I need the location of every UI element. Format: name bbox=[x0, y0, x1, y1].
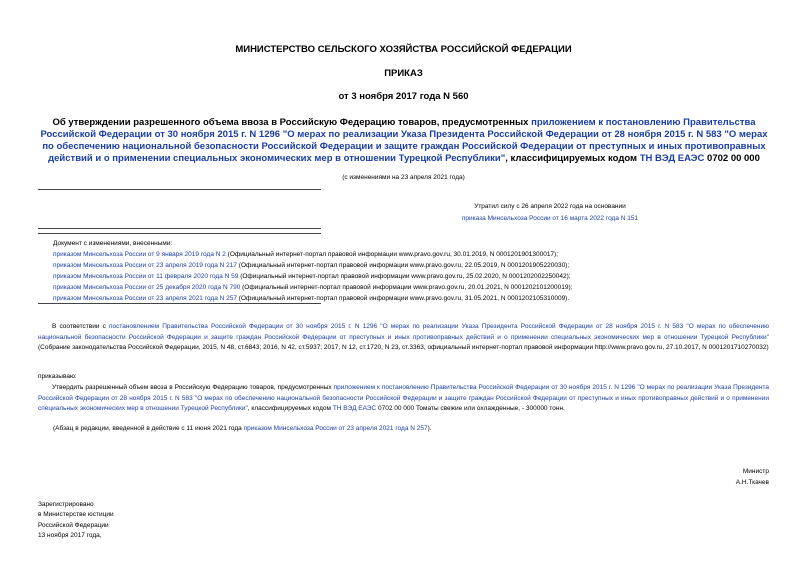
edition-note bbox=[53, 425, 432, 432]
preamble-paragraph bbox=[38, 322, 769, 354]
registration-line: Российской Федерации bbox=[38, 521, 109, 529]
changes-item bbox=[53, 249, 773, 260]
order-paragraph bbox=[38, 383, 769, 415]
title-text-3: 0702 00 000 bbox=[704, 153, 760, 164]
order-link-decree[interactable]: приложением к постановлению Правительства Российской Федерации от 30 ноября 2015 г. N 1296 "О мерах по реализации Указа Президента Российской Федерации от 28 ноября 2015 г. N 583 "О мерах по обеспечению национальной безопасности Российской Федерации и защите граждан Российской Федерации от преступных и иных противоправных действий и о применении специальных экономических мер в отношении Турецкой Республики" bbox=[38, 384, 770, 413]
title-text-2: , классифицируемых кодом bbox=[505, 153, 640, 164]
change-text: (Официальный интернет-портал правовой информации www.pravo.gov.ru, 22.05.2019, N 0001201905220030); bbox=[237, 262, 570, 270]
registration-line: Зарегистрировано bbox=[38, 501, 94, 508]
change-link[interactable]: приказом Минсельхоза России от 11 февраля 2020 года N 59 bbox=[53, 273, 239, 281]
change-text: (Официальный интернет-портал правовой информации www.pravo.gov.ru, 30.01.2019, N 0001201901300017); bbox=[225, 251, 559, 259]
document-title bbox=[40, 117, 768, 165]
divider bbox=[38, 228, 321, 229]
changes-item bbox=[53, 282, 773, 293]
change-link[interactable]: приказом Минсельхоза России от 25 декабря 2020 года N 790 bbox=[53, 284, 241, 292]
title-text-1: Об утверждении разрешенного объема ввоза в Российскую Федерацию товаров, предусмотренных bbox=[52, 117, 532, 128]
registration-line: 13 ноября 2017 года, bbox=[38, 531, 102, 539]
lost-force-link[interactable]: приказа Минсельхоза России от 16 марта 2022 года N 151 bbox=[461, 215, 639, 222]
divider bbox=[38, 303, 321, 304]
document-date-number: от 3 ноября 2017 года N 560 bbox=[338, 91, 469, 102]
signature-name: А.Н.Ткачев bbox=[735, 479, 769, 486]
changes-item bbox=[53, 260, 773, 271]
registration-line: в Министерстве юстиции bbox=[38, 511, 114, 519]
change-link[interactable]: приказом Минсельхоза России от 23 апреля 2021 года N 257 bbox=[53, 295, 237, 303]
edition-text-1: (Абзац в редакции, введенной в действие с 11 июня 2021 года bbox=[53, 425, 244, 432]
divider bbox=[38, 189, 321, 190]
amendment-note: (с изменениями на 23 апреля 2021 года) bbox=[342, 174, 465, 181]
title-link-decree[interactable]: приложением к постановлению Правительства Российской Федерации от 30 ноября 2015 г. N 1296 "О мерах по реализации Указа Президента Российской Федерации от 28 ноября 2015 г. N 583 "О мерах по обеспечению национальной безопасности Российской Федерации и защите граждан Российской Федерации от преступных и иных противоправных действий и о применении специальных экономических мер в отношении Турецкой Республики" bbox=[40, 117, 768, 164]
order-text-2: , классифицируемых кодом bbox=[247, 405, 333, 413]
change-link[interactable]: приказом Минсельхоза России от 9 января 2019 года N 2 bbox=[53, 251, 226, 259]
signature-block bbox=[736, 466, 769, 488]
change-text: (Официальный интернет-портал правовой информации www.pravo.gov.ru, 31.05.2021, N 0001202105310009). bbox=[237, 295, 570, 303]
preamble-text-2: (Собрание законодательства Российской Федерации, 2015, N 48, ст.6843; 2016, N 42, ст.5937; 2017, N 12, ст.1720, N 23, ст.3363, официальный интернет-портал правовой информации http://www.pravo.gov.ru, 27.10.2017, N 0001201710270032) bbox=[38, 344, 769, 352]
change-text: (Официальный интернет-портал правовой информации www.pravo.gov.ru, 25.02.2020, N 0001202002250042); bbox=[238, 273, 571, 281]
signature-position: Министр bbox=[742, 468, 769, 475]
edition-text-2: ). bbox=[427, 425, 432, 432]
order-text-1: Утвердить разрешенный объем ввоза в Российскую Федерацию товаров, предусмотренных bbox=[52, 384, 334, 391]
title-link-tnved[interactable]: ТН ВЭД ЕАЭС bbox=[639, 153, 705, 164]
changes-list bbox=[53, 238, 773, 305]
lost-force-note bbox=[300, 201, 800, 225]
changes-item bbox=[53, 271, 773, 282]
change-text: (Официальный интернет-портал правовой информации www.pravo.gov.ru, 20.01.2021, N 0001202101200019); bbox=[240, 284, 573, 292]
changes-intro: Документ с изменениями, внесенными: bbox=[53, 240, 173, 247]
document-type-heading: ПРИКАЗ bbox=[384, 68, 423, 79]
order-link-tnved[interactable]: ТН ВЭД ЕАЭС bbox=[332, 405, 377, 413]
preamble-link-decree[interactable]: постановлением Правительства Российской Федерации от 30 ноября 2015 г. N 1296 "О мерах по реализации Указа Президента Российской Федерации от 28 ноября 2015 г. N 583 "О мерах по обеспечению национальной безопасности Российской Федерации и защите граждан Российской Федерации от преступных и иных противоправных действий и о применении специальных экономических мер в отношении Турецкой Республики" bbox=[38, 323, 769, 341]
divider bbox=[38, 233, 321, 234]
change-link[interactable]: приказом Минсельхоза России от 23 апреля 2019 года N 217 bbox=[53, 262, 237, 270]
order-text-3: 0702 00 000 Томаты свежие или охлажденные, - 300000 тонн. bbox=[376, 405, 565, 413]
orders-label: приказываю: bbox=[38, 373, 77, 380]
ministry-heading: МИНИСТЕРСТВО СЕЛЬСКОГО ХОЗЯЙСТВА РОССИЙСКОЙ ФЕДЕРАЦИИ bbox=[235, 44, 572, 55]
edition-link[interactable]: приказом Минсельхоза России от 23 апреля 2021 года N 257 bbox=[243, 425, 428, 432]
registration-block bbox=[38, 500, 114, 541]
lost-force-text: Утратил силу с 26 апреля 2022 года на основании bbox=[474, 203, 626, 210]
preamble-text-1: В соответствии с bbox=[52, 323, 109, 330]
